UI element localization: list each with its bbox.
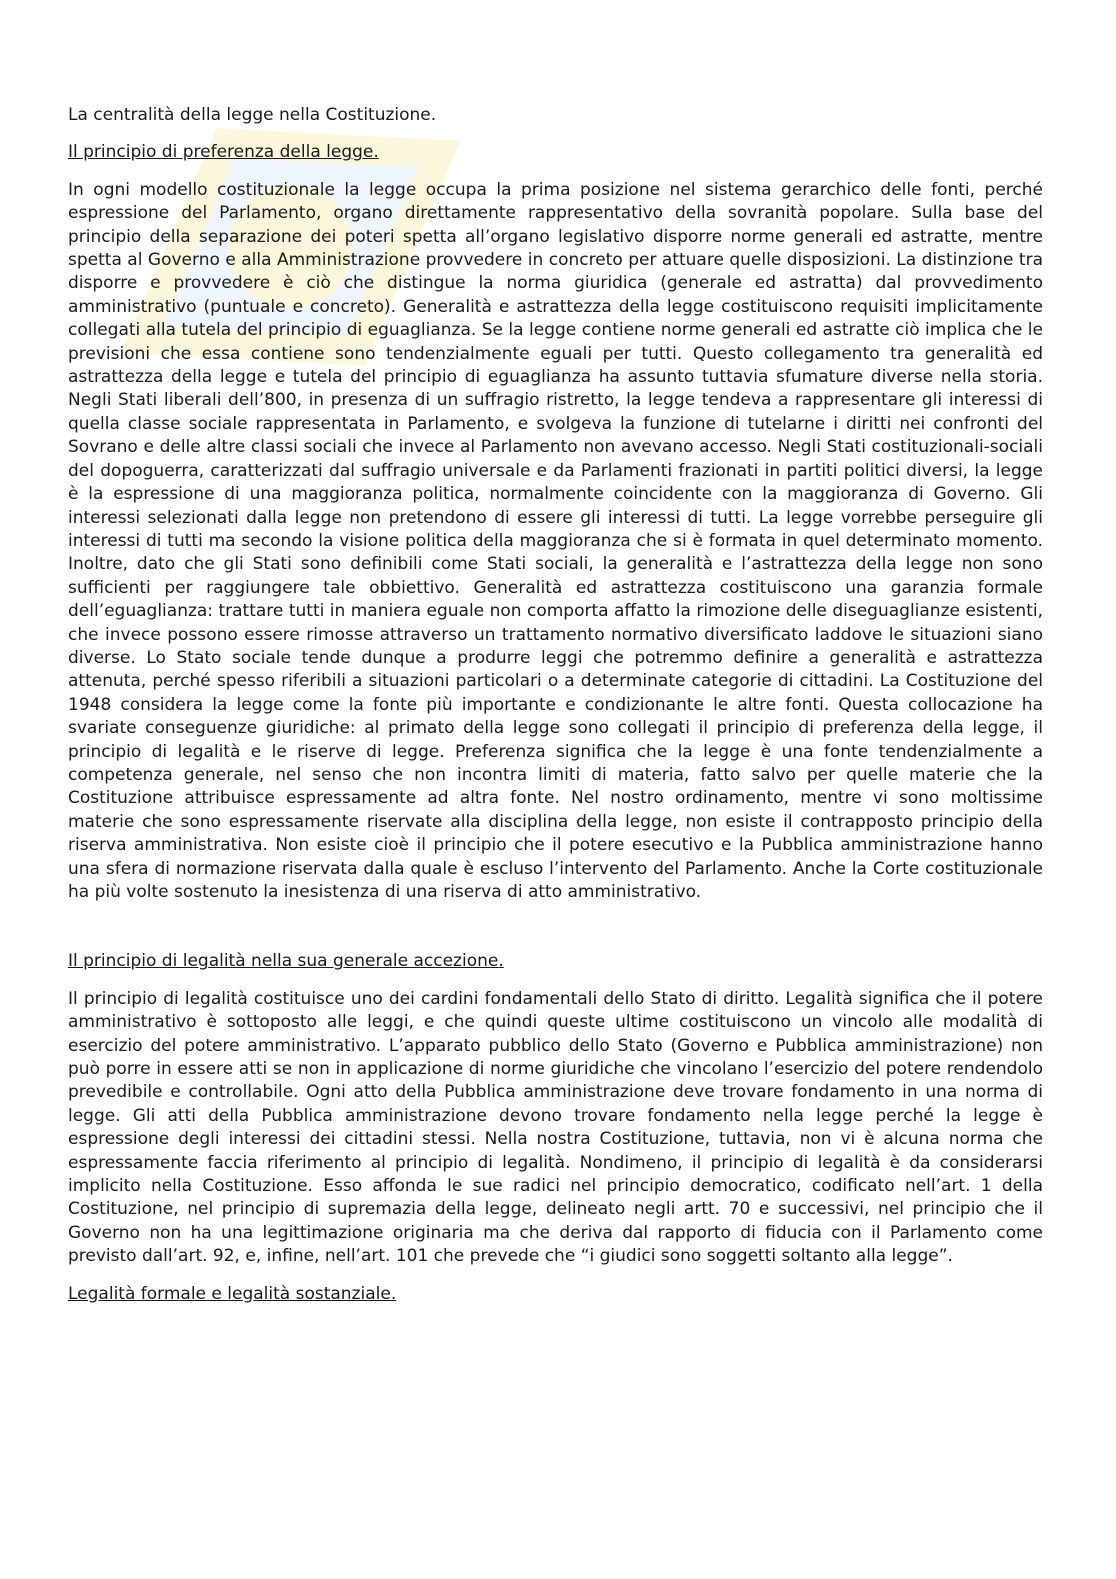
section-heading-formale-sostanziale: Legalità formale e legalità sostanziale. [68,1283,397,1304]
section-body-legalita: Il principio di legalità costituisce uno dei cardini fondamentali dello Stato di diritto. Legalità significa che il potere amministrativo è sottoposto alle leggi, e che quindi queste ultime costituiscono un vincolo alle modalità di esercizio del potere amministrativo. L’apparato pubblico dello Stato (Governo e Pubblica amministrazione) non può porre in essere atti se non in applicazione di norme giuridiche che vincolano l’esercizio del potere rendendolo prevedibile e controllabile. Ogni atto della Pubblica amministrazione deve trovare fondamento in una norma di legge. Gli atti della Pubblica amministrazione devono trovare fondamento nella legge perché la legge è espressione degli interessi dei cittadini stessi. Nella nostra Costituzione, tuttavia, non vi è alcuna norma che espressamente faccia riferimento al principio di legalità. Nondimeno, il principio di legalità è da considerarsi implicito nella Costituzione. Esso affonda le sue radici nel principio democratico, codificato nell’art. 1 della Costituzione, nel principio di supremazia della legge, delineato negli artt. 70 e successivi, nel principio che il Governo non ha una legittimazione originaria ma che deriva dal rapporto di fiducia con il Parlamento come previsto dall’art. 92, e, infine, nell’art. 101 che prevede che “i giudici sono soggetti soltanto alla legge”. [68,988,1043,1267]
spacer [68,1269,1043,1283]
section-heading-legalita: Il principio di legalità nella sua generale accezione. [68,951,504,972]
section-body-preferenza: In ogni modello costituzionale la legge occupa la prima posizione nel sistema gerarchico delle fonti, perché espressione del Parlamento, organo direttamente rappresentativo della sovranità popolare. Sulla base del principio della separazione dei poteri spetta all’organo legislativo disporre norme generali ed astratte, mentre spetta al Governo e alla Amministrazione provvedere in concreto per attuare quelle disposizioni. La distinzione tra disporre e provvedere è ciò che distingue la norma giuridica (generale ed astratta) dal provvedimento amministrativo (puntuale e concreto). Generalità e astrattezza della legge costituiscono requisiti implicitamente collegati alla tutela del principio di eguaglianza. Se la legge contiene norme generali ed astratte ciò implica che le previsioni che essa contiene sono tendenzialmente eguali per tutti. Questo collegamento tra generalità ed astrattezza della legge e tutela del principio di eguaglianza ha assunto tuttavia sfumature diverse nella storia. Negli Stati liberali dell’800, in presenza di un suffragio ristretto, la legge tendeva a rappresentare gli interessi di quella classe sociale rappresentata in Parlamento, e svolgeva la funzione di tutelarne i diritti nei confronti del Sovrano e delle altre classi sociali che invece al Parlamento non avevano accesso. Negli Stati costituzionali-sociali del dopoguerra, caratterizzati dal suffragio universale e da Parlamenti frazionati in partiti politici diversi, la legge è la espressione di una maggioranza politica, normalmente coincidente con la maggioranza di Governo. Gli interessi selezionati dalla legge non pretendono di essere gli interessi di tutti. La legge vorrebbe perseguire gli interessi di tutti ma secondo la visione politica della maggioranza che si è formata in quel determinato momento. Inoltre, dato che gli Stati sono definibili come Stati sociali, la generalità e l’astrattezza della legge non sono sufficienti per raggiungere tale obbiettivo. Generalità ed astrattezza costituiscono una garanzia formale dell’eguaglianza: trattare tutti in maniera eguale non comporta affatto la rimozione delle diseguaglianze esistenti, che invece possono essere rimosse attraverso un trattamento normativo diversificato laddove le situazioni siano diverse. Lo Stato sociale tende dunque a produrre leggi che potremmo definire a generalità e astrattezza attenuta, perché spesso riferibili a situazioni particolari o a determinate categorie di cittadini. La Costituzione del 1948 considera la legge come la fonte più importante e condizionante le altre fonti. Questa collocazione ha svariate conseguenze giuridiche: al primato della legge sono collegati il principio di preferenza della legge, il principio di legalità e le riserve di legge. Preferenza significa che la legge è una fonte tendenzialmente a competenza generale, nel senso che non incontra limiti di materia, fatto salvo per quelle materie che la Costituzione attribuisce espressamente ad altra fonte. Nel nostro ordinamento, mentre vi sono moltissime materie che sono espressamente riservate alla disciplina della legge, non esiste il contrapposto principio della riserva amministrativa. Non esiste cioè il principio che il potere esecutivo e la Pubblica amministrazione hanno una sfera di normazione riservata dalla quale è escluso l’intervento del Parlamento. Anche la Corte costituzionale ha più volte sostenuto la inesistenza di una riserva di atto amministrativo. [68,179,1043,902]
document-title: La centralità della legge nella Costituzione. [68,105,437,125]
document-page [68,104,1043,1320]
section-heading-preferenza: Il principio di preferenza della legge. [68,142,379,163]
spacer [68,904,1043,950]
